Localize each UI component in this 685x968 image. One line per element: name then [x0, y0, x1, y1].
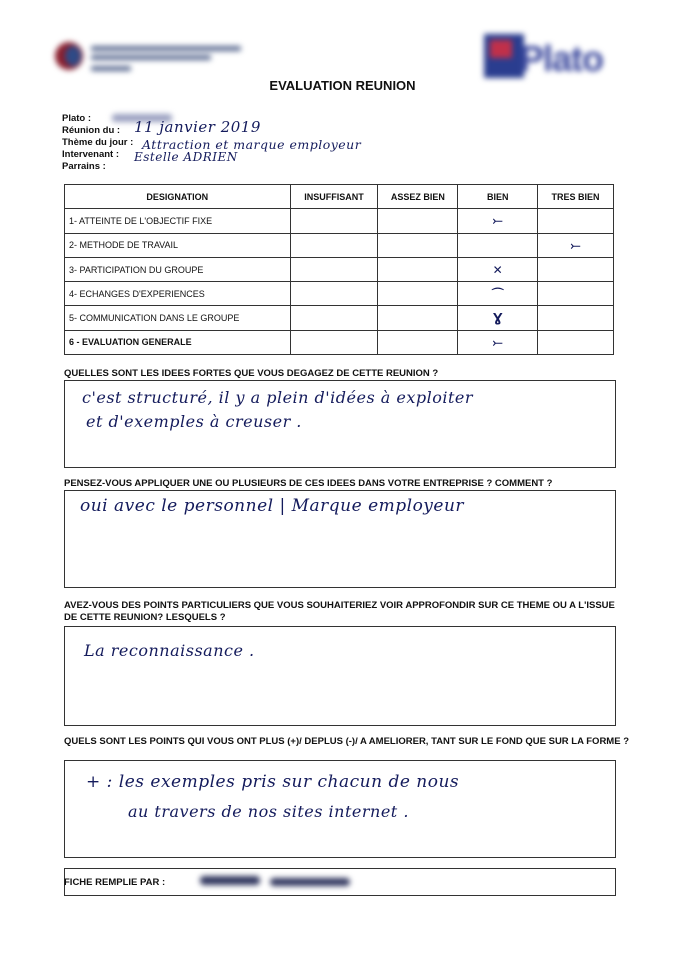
question-2: PENSEZ-VOUS APPLIQUER UNE OU PLUSIEURS DE CES IDEES DANS VOTRE ENTREPRISE ? COMMENT ?	[64, 478, 553, 489]
header-assez-bien: ASSEZ BIEN	[378, 185, 458, 209]
empty-cell	[458, 233, 538, 257]
empty-cell	[378, 330, 458, 354]
row-designation: 4- ECHANGES D'EXPERIENCES	[65, 282, 291, 306]
header-insuffisant: INSUFFISANT	[290, 185, 378, 209]
empty-cell	[290, 233, 378, 257]
header-designation: DESIGNATION	[65, 185, 291, 209]
empty-cell	[378, 282, 458, 306]
answer-4-line-1: + : les exemples pris sur chacun de nous	[86, 772, 460, 792]
row-designation: 3- PARTICIPATION DU GROUPE	[65, 257, 291, 281]
page-title: EVALUATION REUNION	[269, 78, 416, 93]
table-row	[65, 233, 614, 257]
table-header-row	[65, 185, 614, 209]
row-designation: 1- ATTEINTE DE L'OBJECTIF FIXE	[65, 209, 291, 233]
theme-value: Attraction et marque employeur	[142, 137, 362, 152]
empty-cell	[290, 330, 378, 354]
empty-cell	[290, 306, 378, 330]
plato-logo: Plato	[484, 32, 612, 82]
row-designation: 6 - EVALUATION GENERALE	[65, 330, 291, 354]
empty-cell	[538, 282, 614, 306]
question-1: QUELLES SONT LES IDEES FORTES QUE VOUS DEGAGEZ DE CETTE REUNION ?	[64, 368, 439, 379]
header-bien: BIEN	[458, 185, 538, 209]
header-tres-bien: TRES BIEN	[538, 185, 614, 209]
signature-redacted	[200, 872, 350, 888]
checkmark: ⤚	[538, 233, 614, 257]
question-3: AVEZ-VOUS DES POINTS PARTICULIERS QUE VOUS SOUHAITERIEZ VOIR APPROFONDIR SUR CE THEME OU A L'ISSUE DE CETTE REUNION? LESQUELS ?	[64, 600, 615, 623]
checkmark: ✕	[458, 257, 538, 281]
reunion-date: 11 janvier 2019	[134, 118, 261, 136]
empty-cell	[378, 306, 458, 330]
question-4: QUELS SONT LES POINTS QUI VOUS ONT PLUS (+)/ DEPLUS (-)/ A AMELIORER, TANT SUR LE FOND QUE SUR LA FORME ?	[64, 736, 629, 747]
row-designation: 5- COMMUNICATION DANS LE GROUPE	[65, 306, 291, 330]
table-row	[65, 330, 614, 354]
empty-cell	[378, 233, 458, 257]
answer-2-line-1: oui avec le personnel | Marque employeur	[80, 496, 465, 516]
parrains-label: Parrains :	[62, 161, 106, 172]
empty-cell	[290, 257, 378, 281]
answer-3-line-1: La reconnaissance .	[84, 641, 255, 660]
intervenant-label: Intervenant :	[62, 149, 120, 160]
checkmark: Ɣ	[458, 306, 538, 330]
answer-1-line-2: et d'exemples à creuser .	[86, 412, 302, 431]
checkmark: ⌒	[458, 282, 538, 306]
plato-label: Plato :	[62, 113, 92, 124]
empty-cell	[378, 209, 458, 233]
evaluation-table	[64, 184, 614, 355]
empty-cell	[290, 282, 378, 306]
row-designation: 2- METHODE DE TRAVAIL	[65, 233, 291, 257]
theme-label: Thème du jour :	[62, 137, 134, 148]
empty-cell	[538, 330, 614, 354]
answer-1-line-1: c'est structuré, il y a plein d'idées à exploiter	[82, 388, 474, 407]
organization-logo	[55, 42, 250, 82]
table-row	[65, 209, 614, 233]
checkmark: ⤚	[458, 330, 538, 354]
empty-cell	[538, 257, 614, 281]
empty-cell	[538, 306, 614, 330]
reunion-label: Réunion du :	[62, 125, 121, 136]
checkmark: ⤚	[458, 209, 538, 233]
intervenant-value: Estelle ADRIEN	[134, 150, 238, 164]
empty-cell	[290, 209, 378, 233]
table-row	[65, 282, 614, 306]
filled-by-label: FICHE REMPLIE PAR :	[64, 877, 166, 888]
table-row	[65, 306, 614, 330]
table-row	[65, 257, 614, 281]
empty-cell	[378, 257, 458, 281]
empty-cell	[538, 209, 614, 233]
answer-4-line-2: au travers de nos sites internet .	[128, 802, 409, 821]
